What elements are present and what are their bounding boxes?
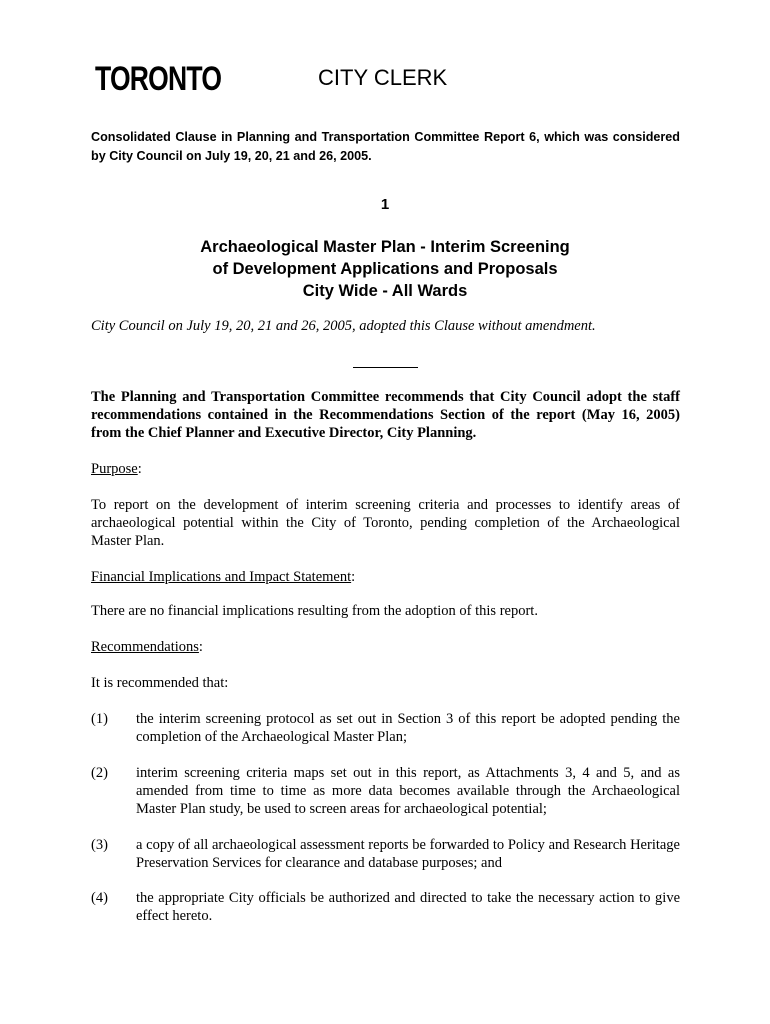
recommendation-number: (1) — [91, 711, 108, 727]
title-line: of Development Applications and Proposals — [212, 260, 558, 278]
document-header — [91, 45, 691, 100]
purpose-text: To report on the development of interim screening criteria and processes to identify areas of archaeological potential within the City of Toronto, pending completion of the Archaeological Master Plan. — [91, 497, 680, 549]
logo-wordmark: TORONTO — [95, 60, 222, 98]
recommendation-item — [91, 889, 680, 925]
divider — [353, 367, 418, 368]
financial-heading: Financial Implications and Impact Statement — [91, 569, 352, 585]
committee-recommendation: The Planning and Transportation Committee recommends that City Council adopt the staff recommendations contained in the Recommendations Section of the report (May 16, 2005) from the Chief Planner and Executive Director, City Planning. — [91, 389, 680, 441]
title-line: City Wide - All Wards — [302, 282, 468, 300]
council-action: City Council on July 19, 20, 21 and 26, 2005, adopted this Clause without amendment. — [91, 318, 596, 334]
purpose-heading: Purpose — [91, 461, 138, 477]
title-line: Archaeological Master Plan - Interim Screening — [200, 238, 570, 256]
recommendations-heading-line: Recommendations: — [91, 639, 203, 655]
clause-title — [0, 236, 770, 302]
recommendation-number: (2) — [91, 765, 108, 781]
purpose-heading-line: Purpose: — [91, 461, 142, 477]
recommendations-intro: It is recommended that: — [91, 675, 229, 691]
recommendation-item — [91, 710, 680, 746]
recommendation-number: (4) — [91, 890, 108, 906]
recommendation-number: (3) — [91, 837, 108, 853]
recommendation-text: a copy of all archaeological assessment reports be forwarded to Policy and Research Heritage Preservation Services for clearance and database purposes; and — [136, 837, 680, 871]
recommendation-text: the appropriate City officials be authorized and directed to take the necessary action to give effect hereto. — [136, 890, 680, 924]
recommendation-text: interim screening criteria maps set out in this report, as Attachments 3, 4 and 5, and as amended from time to time as more data becomes available through the Archaeological Master Plan study, be used to screen areas for archaeological potential; — [136, 765, 680, 817]
recommendation-item — [91, 836, 680, 872]
department-title: CITY CLERK — [318, 65, 448, 90]
recommendation-text: the interim screening protocol as set out in Section 3 of this report be adopted pending the completion of the Archaeological Master Plan; — [136, 711, 680, 745]
recommendations-heading: Recommendations — [91, 639, 199, 655]
clause-intro: Consolidated Clause in Planning and Transportation Committee Report 6, which was considered by City Council on July 19, 20, 21 and 26, 2005. — [91, 130, 680, 163]
financial-text: There are no financial implications resulting from the adoption of this report. — [91, 603, 538, 619]
item-number: 1 — [380, 196, 390, 213]
financial-heading-line: Financial Implications and Impact Statement: — [91, 569, 356, 585]
toronto-logo — [91, 45, 251, 100]
recommendation-item — [91, 764, 680, 818]
